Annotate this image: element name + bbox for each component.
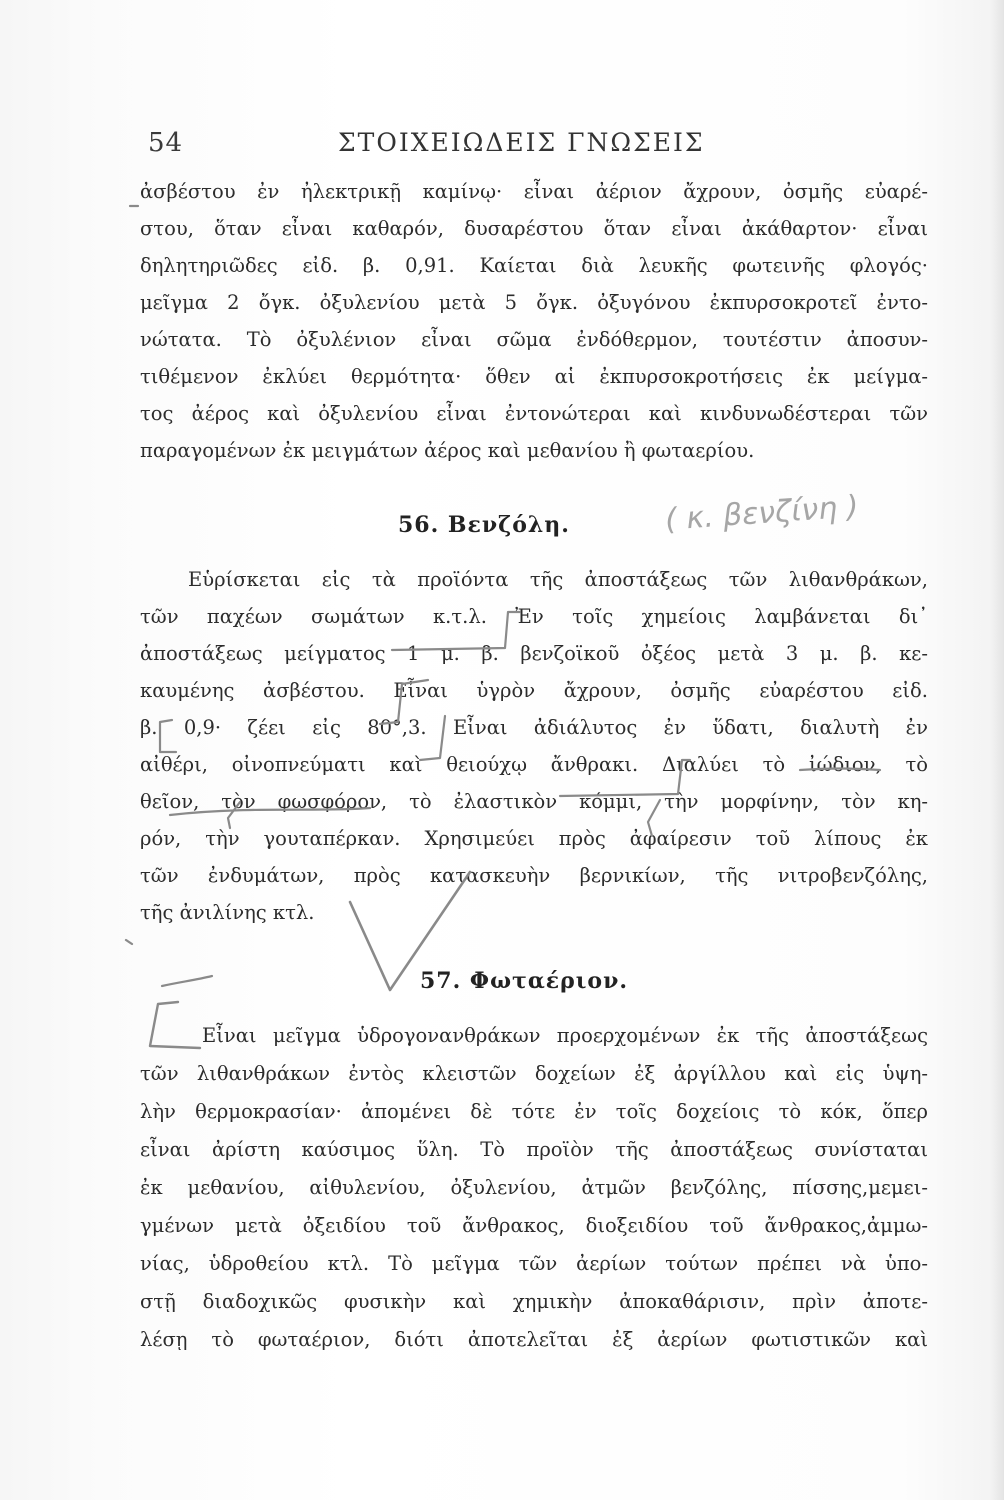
text-line: τῶν ἐνδυμάτων, πρὸς κατασκευὴν βερνικίων, τῆς νιτροβενζόλης, [140, 864, 928, 887]
text-line: μεῖγμα 2 ὄγκ. ὀξυλενίου μετὰ 5 ὄγκ. ὀξυγόνου ἐκπυρσοκροτεῖ ἐντο- [140, 291, 928, 314]
text-line: ἀσβέστου ἐν ἠλεκτρικῇ καμίνῳ· εἶναι ἀέριον ἄχρουν, ὀσμῆς εὐαρέ- [140, 180, 928, 203]
margin-note-handwriting: ( κ. βενζίνη ) [664, 489, 860, 538]
text-line: νώτατα. Τὸ ὀξυλένιον εἶναι σῶμα ἐνδόθερμον, τουτέστιν ἀποσυν- [140, 328, 928, 351]
text-line: ρόν, τὴν γουταπέρκαν. Χρησιμεύει πρὸς ἀφαίρεσιν τοῦ λίπους ἐκ [140, 827, 928, 850]
text-line: νίας, ὑδροθείου κτλ. Τὸ μεῖγμα τῶν ἀερίων τούτων πρέπει νὰ ὑπο- [140, 1252, 928, 1275]
text-line: δηλητηριῶδες εἰδ. β. 0,91. Καίεται διὰ λευκῆς φωτεινῆς φλογός· [140, 254, 928, 277]
page-edge-shadow [990, 0, 1004, 1500]
text-line: λὴν θερμοκρασίαν· ἀπομένει δὲ τότε ἐν τοῖς δοχείοις τὸ κόκ, ὅπερ [140, 1100, 928, 1123]
pencil-bracket-mark [150, 1002, 200, 1048]
text-line: ἐκ μεθανίου, αἰθυλενίου, ὀξυλενίου, ἀτμῶν βενζόλης, πίσσης,μεμει- [140, 1176, 928, 1199]
text-line: τῶν λιθανθράκων ἐντὸς κλειστῶν δοχείων ἐξ ἀργίλλου καὶ εἰς ὑψη- [140, 1062, 928, 1085]
pencil-dash-mark [162, 976, 212, 986]
text-line: β. 0,9· ζέει εἰς 80°,3. Εἶναι ἀδιάλυτος ἐν ὕδατι, διαλυτὴ ἐν [140, 716, 928, 739]
text-line: παραγομένων ἐκ μειγμάτων ἀέρος καὶ μεθανίου ἢ φωταερίου. [140, 439, 755, 462]
text-line: εἶναι ἀρίστη καύσιμος ὕλη. Τὸ προϊὸν τῆς ἀποστάξεως συνίσταται [140, 1138, 928, 1161]
text-line: Εὑρίσκεται εἰς τὰ προϊόντα τῆς ἀποστάξεως τῶν λιθανθράκων, [188, 568, 928, 591]
text-line: ἀποστάξεως μείγματος 1 μ. β. βενζοϊκοῦ ὀξέος μετὰ 3 μ. β. κε- [140, 642, 928, 665]
pencil-dash-mark [126, 940, 132, 944]
text-line: τῆς ἀνιλίνης κτλ. [140, 901, 315, 924]
text-line: καυμένης ἀσβέστου. Εἶναι ὑγρὸν ἄχρουν, ὀσμῆς εὐαρέστου εἰδ. [140, 679, 928, 702]
text-line: τος ἀέρος καὶ ὀξυλενίου εἶναι ἐντονώτεραι καὶ κινδυνωδέστεραι τῶν [140, 402, 928, 425]
text-line: Εἶναι μεῖγμα ὑδρογονανθράκων προερχομένων ἐκ τῆς ἀποστάξεως [202, 1024, 928, 1047]
page-number: 54 [148, 128, 184, 158]
text-line: στῇ διαδοχικῶς φυσικὴν καὶ χημικὴν ἀποκαθάρισιν, πρὶν ἀποτε- [140, 1290, 928, 1313]
text-line: λέσῃ τὸ φωταέριον, διότι ἀποτελεῖται ἐξ ἀερίων φωτιστικῶν καὶ [140, 1328, 928, 1351]
text-line: θεῖον, τὸν φωσφόρον, τὸ ἐλαστικὸν κόμμι, τὴν μορφίνην, τὸν κη- [140, 790, 928, 813]
text-line: αἰθέρι, οἰνοπνεύματι καὶ θειούχῳ ἄνθρακι. Διαλύει τὸ ἰώδιον, τὸ [140, 753, 928, 776]
text-line: γμένων μετὰ ὀξειδίου τοῦ ἄνθρακος, διοξειδίου τοῦ ἄνθρακος,ἀμμω- [140, 1214, 928, 1237]
running-title: ΣΤΟΙΧΕΙΩΔΕΙΣ ΓΝΩΣΕΙΣ [338, 128, 705, 157]
text-line: τιθέμενον ἐκλύει θερμότητα· ὅθεν αἱ ἐκπυρσοκροτήσεις ἐκ μείγμα- [140, 365, 928, 388]
section-57-title: 57. Φωταέριον. [420, 968, 629, 994]
section-56-title: 56. Βενζόλη. [398, 512, 570, 538]
text-line: στου, ὅταν εἶναι καθαρόν, δυσαρέστου ὅταν εἶναι ἀκάθαρτον· εἶναι [140, 217, 928, 240]
page-header [148, 128, 908, 168]
text-line: τῶν παχέων σωμάτων κ.τ.λ. Ἐν τοῖς χημείοις λαμβάνεται δι᾽ [140, 605, 928, 628]
